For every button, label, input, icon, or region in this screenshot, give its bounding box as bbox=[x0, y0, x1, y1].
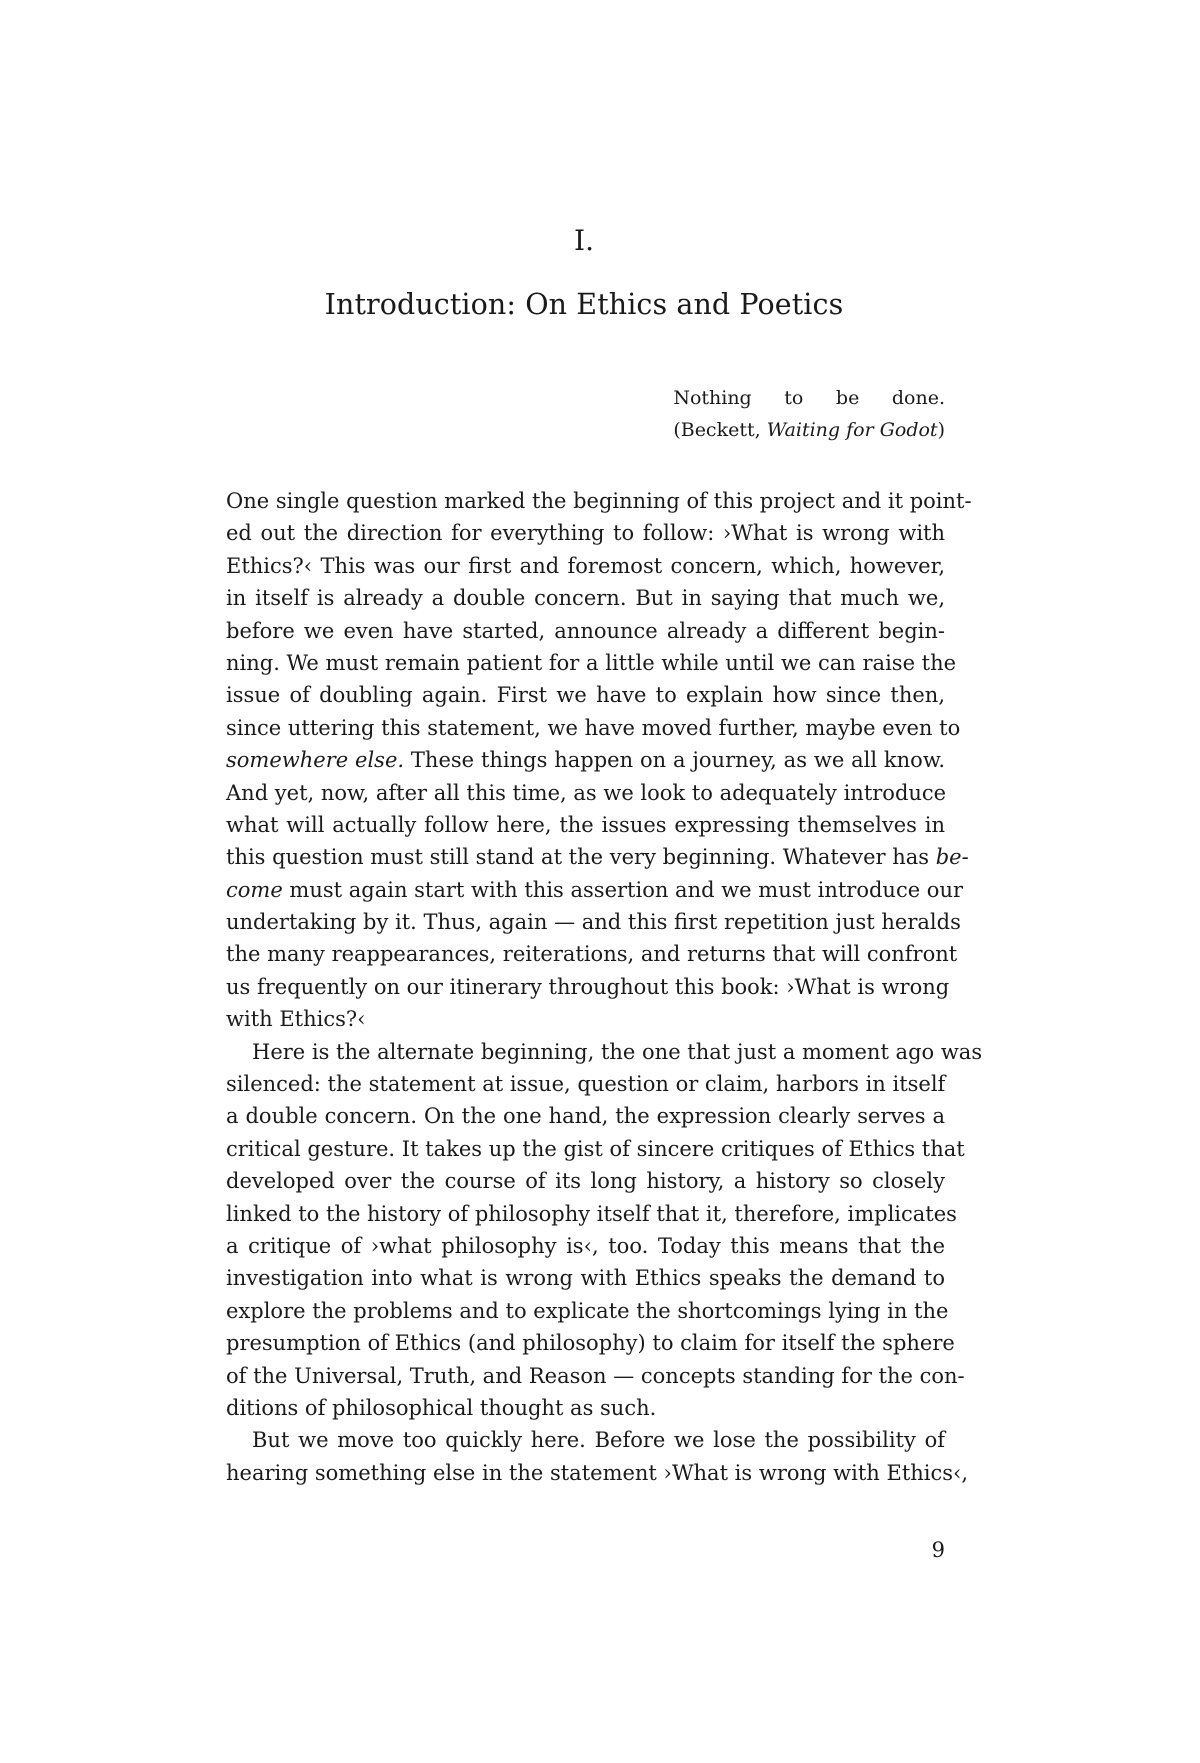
text-line: somewhere else. These things happen on a journey, as we all know. bbox=[226, 748, 945, 773]
text-line: presumption of Ethics (and philosophy) to claim for itself the sphere bbox=[226, 1331, 955, 1356]
text-line: the many reappearances, reiterations, and returns that will confront bbox=[226, 942, 958, 967]
chapter-number: I. bbox=[574, 224, 594, 257]
text-line: One single question marked the beginning of this project and it point- bbox=[226, 489, 972, 513]
chapter-title: Introduction: On Ethics and Poetics bbox=[324, 288, 844, 321]
emphasis: come bbox=[226, 877, 283, 902]
page-number: 9 bbox=[931, 1538, 945, 1562]
text-line: Here is the alternate beginning, the one that just a moment ago was bbox=[252, 1039, 983, 1064]
text-line: But we move too quickly here. Before we lose the possibility of bbox=[252, 1428, 945, 1453]
emphasis: somewhere else. bbox=[226, 748, 405, 773]
text-line: investigation into what is wrong with Ethics speaks the demand to bbox=[226, 1266, 945, 1291]
text-line: undertaking by it. Thus, again — and this first repetition just heralds bbox=[226, 910, 961, 935]
epigraph-work-title: Waiting for Godot bbox=[766, 419, 938, 442]
text-line: come must again start with this assertion and we must introduce our bbox=[226, 877, 964, 902]
emphasis: be- bbox=[935, 845, 969, 870]
text-line: since uttering this statement, we have moved further, maybe even to bbox=[226, 715, 961, 740]
text-line: silenced: the statement at issue, question or claim, harbors in itself bbox=[226, 1072, 946, 1097]
text-line: critical gesture. It takes up the gist of sincere critiques of Ethics that bbox=[226, 1136, 965, 1161]
epigraph-quote: Nothing to be done. bbox=[673, 387, 945, 409]
text-line: of the Universal, Truth, and Reason — concepts standing for the con- bbox=[226, 1363, 965, 1388]
text-line: issue of doubling again. First we have to explain how since then, bbox=[226, 683, 945, 708]
epigraph bbox=[673, 384, 945, 449]
text-line: And yet, now, after all this time, as we look to adequately introduce bbox=[226, 780, 947, 805]
text-line: before we even have started, announce already a different begin- bbox=[226, 618, 945, 643]
text-line: a critique of ›what philosophy is‹, too. Today this means that the bbox=[226, 1233, 945, 1258]
text-line: ning. We must remain patient for a little while until we can raise the bbox=[226, 650, 957, 675]
paragraph-3 bbox=[226, 1424, 969, 1489]
paragraph-2 bbox=[226, 1036, 983, 1425]
text-line: linked to the history of philosophy itself that it, therefore, implicates bbox=[226, 1201, 957, 1226]
text-line: developed over the course of its long history, a history so closely bbox=[226, 1169, 945, 1194]
text-line: explore the problems and to explicate the shortcomings lying in the bbox=[226, 1298, 949, 1323]
text-line: hearing something else in the statement ›What is wrong with Ethics‹, bbox=[226, 1460, 969, 1485]
epigraph-source: (Beckett, Waiting for Godot) bbox=[673, 419, 945, 442]
text-line: ed out the direction for everything to follow: ›What is wrong with bbox=[226, 521, 945, 546]
text-line: this question must still stand at the very beginning. Whatever has be- bbox=[226, 845, 969, 870]
text-line: Ethics?‹ This was our first and foremost concern, which, however, bbox=[226, 553, 945, 578]
body-text bbox=[226, 485, 983, 1489]
text-line: us frequently on our itinerary throughout this book: ›What is wrong bbox=[226, 974, 950, 999]
text-line: in itself is already a double concern. But in saying that much we, bbox=[226, 586, 945, 611]
text-line: a double concern. On the one hand, the expression clearly serves a bbox=[226, 1104, 945, 1129]
text-line: with Ethics?‹ bbox=[226, 1007, 366, 1032]
text-line: what will actually follow here, the issues expressing themselves in bbox=[226, 812, 945, 837]
paragraph-1 bbox=[226, 485, 972, 1036]
text-line: ditions of philosophical thought as such. bbox=[226, 1395, 657, 1420]
